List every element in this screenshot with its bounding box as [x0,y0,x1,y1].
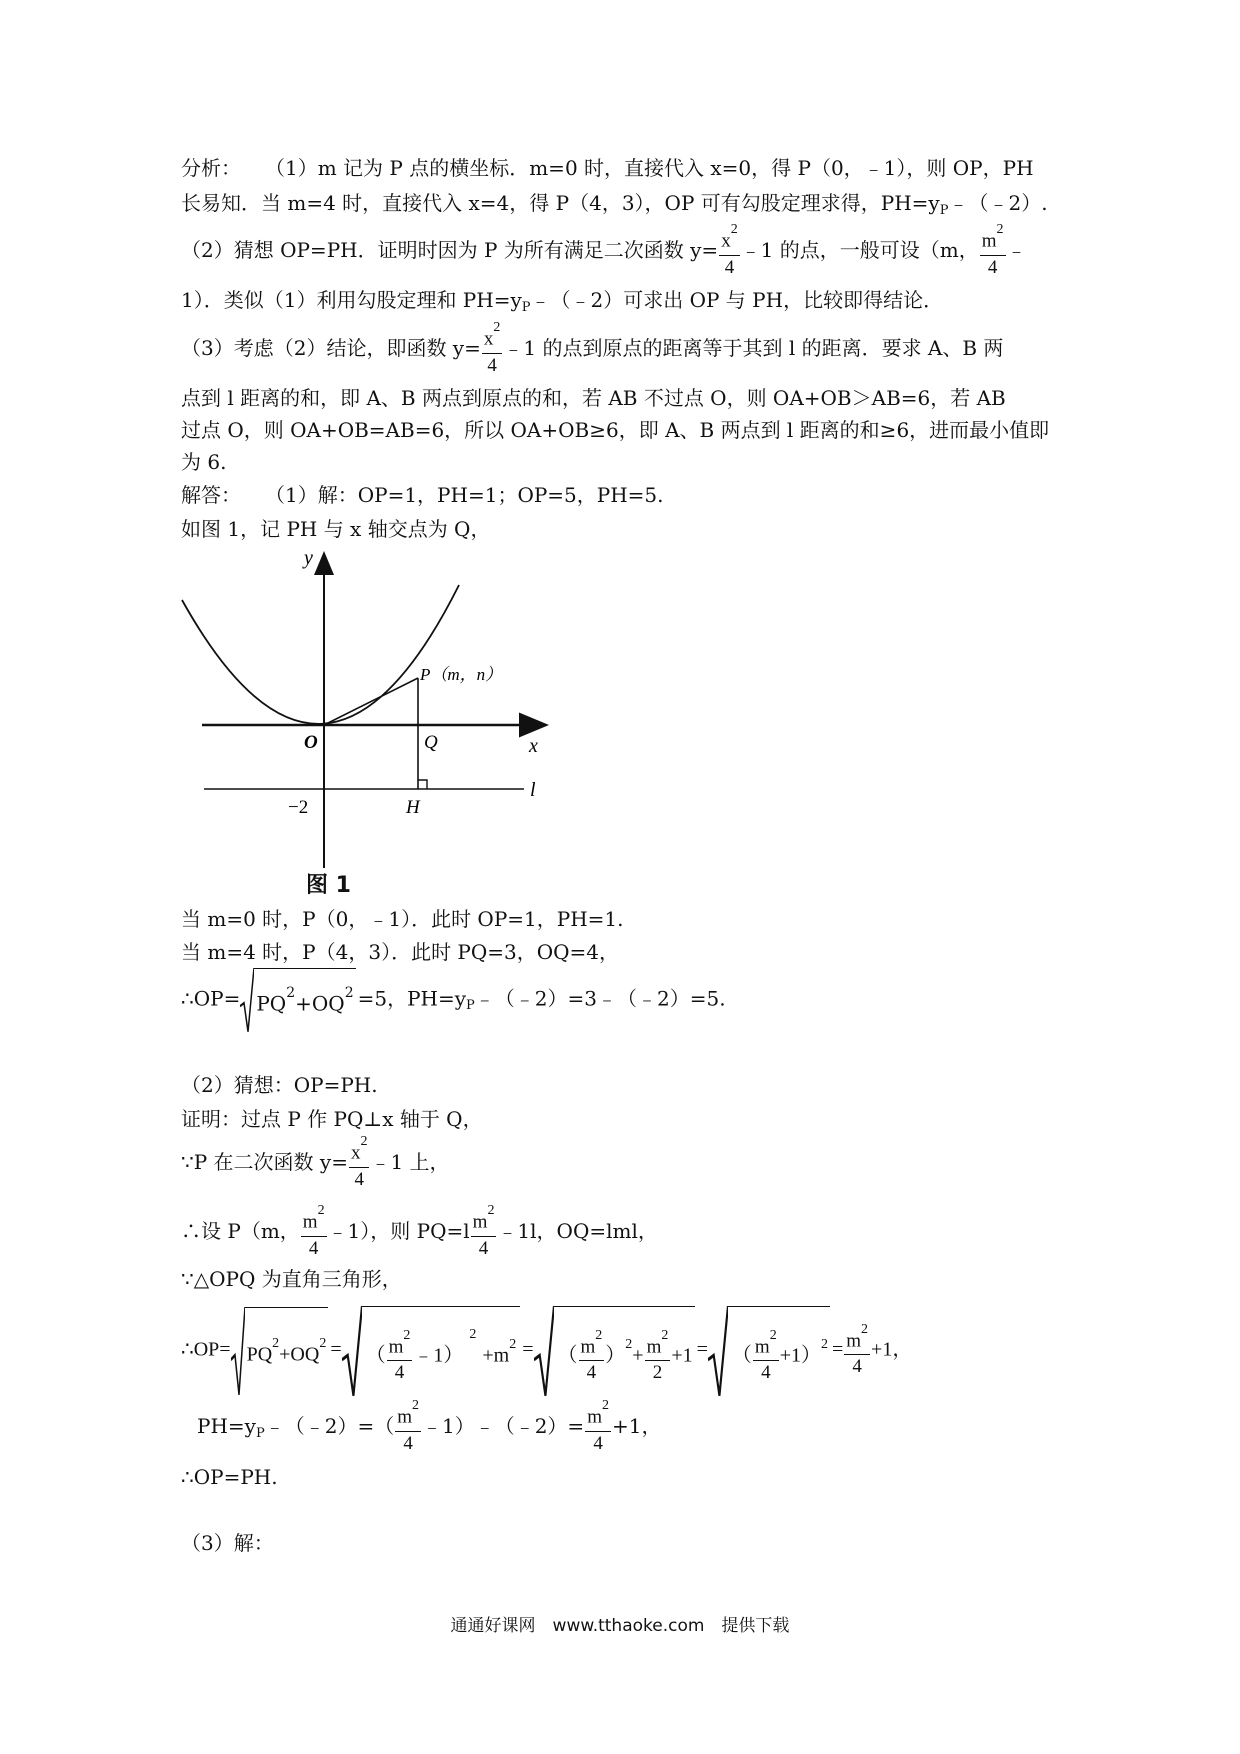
analysis-p1-b: 长易知．当 m=4 时，直接代入 x=4，得 P（4，3），OP 可有勾股定理求得，PH=y [181,191,940,215]
figure-caption: 图 1 [306,873,351,898]
after-figure-3: ∴OP= $PQ^2+OQ^2 =5$，$PH=y_P﹣(﹣2)=3﹣(﹣2)=5$. [181,968,726,1032]
analysis-label: 分析： [181,156,241,180]
proof-conclusion: ∴OP=PH. [181,1465,278,1489]
proof-line-5: ∴OP= $PQ^2+OQ^2$ = （ $\frac{m^2}{4}$ $﹣1)^2+m^2$ = （ $\frac{m^2}{4}$ ）$^2$+ $\frac{m^2}{2}$ +1 = （ $\frac{m^2}{4}$ +1）$^2$ = $\frac{m^2}{4}$ +1， [181,1306,912,1396]
label-neg2: −2 [288,797,309,818]
analysis-line-6: 点到 l 距离的和，即 A、B 两点到原点的和，若 AB 不过点 O，则 OA+OB＞AB=6，若 AB [181,386,1006,410]
analysis-p3-a2: ﹣1 的点到原点的距离等于其到 l 的距离．要求 A、B 两 [503,336,1004,360]
subscript-p: P [521,300,531,315]
segment-OP [324,678,418,725]
fraction-x2-over-4: $\frac{x^2}{4}$ [483,320,501,376]
page-footer: 通通好课网 www.tthaoke.com 提供下载 [450,1616,790,1636]
fraction-m2-over-4: $\frac{m^2}{4}$ [388,1327,411,1384]
analysis-p3-a1: （3）考虑（2）结论，即函数 y= [181,336,481,360]
label-P: P（m，n） [420,665,503,684]
analysis-p2-a1: （2）猜想 OP=PH．证明时因为 P 为所有满足二次函数 y= [181,238,719,262]
proof-line-1: 证明：过点 P 作 PQ⊥x 轴于 Q， [181,1107,483,1131]
answer-label: 解答： [181,483,241,507]
analysis-p2-a2: ﹣1 的点，一般可设（m， [740,238,979,262]
sqrt-expression-2: （ $\frac{m^2}{4}$ ）$^2$+ $\frac{m^2}{2}$ +1 [534,1306,695,1396]
right-angle-mark [418,780,427,789]
fraction-m2-over-4: $\frac{m^2}{4}$ [302,1203,325,1259]
label-x: x [529,735,538,757]
after-figure-2: 当 m=4 时，P（4，3）．此时 PQ=3，OQ=4， [181,940,620,964]
fraction-m2-over-4: $\frac{m^2}{4}$ [580,1327,603,1384]
analysis-line-2 [181,189,1048,221]
analysis-line-4 [181,286,943,318]
analysis-line-8: 为 6. [181,450,227,474]
sqrt-expression-1: （ $\frac{m^2}{4}$ $﹣1)^2+m^2$ [342,1306,521,1396]
answer-line-1 [181,481,664,509]
after-figure-1: 当 m=0 时，P（0，﹣1）．此时 OP=1，PH=1. [181,907,624,931]
sqrt-pq2-oq2: $PQ^2+OQ^2$ [240,968,355,1032]
analysis-p2-b-end: ﹣（﹣2）可求出 OP 与 PH，比较即得结论． [530,288,944,312]
sqrt-expression-3: （ $\frac{m^2}{4}$ +1）$^2$ [708,1306,830,1396]
analysis-p2-a3: ﹣ [1006,238,1027,262]
fraction-x2-over-4: $\frac{x^2}{4}$ [721,222,738,278]
fraction-m2-over-4: $\frac{m^2}{4}$ [472,1203,495,1259]
proof-line-3: ∴设 P（m， $\frac{m^2}{4}$ ﹣1），则 PQ=l $\frac{m^2}{4}$ ﹣1l，OQ=lml， [181,1203,658,1259]
label-O: O [304,732,318,753]
label-H: H [406,797,420,818]
analysis-line-3 [181,220,1027,280]
fraction-m2-over-4: $\frac{m^2}{4}$ [981,222,1004,278]
figure-intro: 如图 1，记 PH 与 x 轴交点为 Q， [181,517,491,541]
fraction-m2-over-4: $\frac{m^2}{4}$ [587,1398,609,1454]
fraction-x2-over-4: $\frac{x^2}{4}$ [350,1134,368,1190]
analysis-line-5 [181,318,1003,378]
fraction-m2-over-2: $\frac{m^2}{2}$ [646,1327,669,1384]
fraction-m2-over-4: $\frac{m^2}{4}$ [846,1321,869,1377]
part2-title: （2）猜想：OP=PH. [181,1073,378,1097]
part3-title: （3）解： [181,1531,274,1555]
subscript-p: P [939,203,949,218]
proof-line-6: $PH=y_P﹣(﹣2)=$（ $\frac{m^2}{4}$ ﹣1）﹣（﹣2）= $\frac{m^2}{4}$ +1， [197,1398,662,1454]
label-y: y [304,550,313,569]
fraction-m2-over-4: $\frac{m^2}{4}$ [754,1327,777,1384]
label-Q: Q [424,732,438,753]
analysis-line-1 [181,154,1034,182]
proof-line-4: ∵△OPQ 为直角三角形， [181,1267,402,1291]
sqrt-pq2-oq2: $PQ^2+OQ^2$ [231,1307,329,1395]
answer-a1: （1）解：OP=1，PH=1；OP=5，PH=5. [265,483,664,507]
analysis-p1-a: （1）m 记为 P 点的横坐标．m=0 时，直接代入 x=0，得 P（0，﹣1），则 OP，PH [265,156,1034,180]
analysis-p2-b: 1）．类似（1）利用勾股定理和 PH=y [181,288,522,312]
analysis-line-7: 过点 O，则 OA+OB=AB=6，所以 OA+OB≥6，即 A、B 两点到 l 距离的和≥6，进而最小值即 [181,418,1050,442]
figure-1 [172,550,552,870]
label-l: l [530,779,536,801]
fraction-m2-over-4: $\frac{m^2}{4}$ [397,1398,419,1454]
analysis-p1-b-end: ﹣（﹣2）. [948,191,1048,215]
proof-line-2: ∵P 在二次函数 y= $\frac{x^2}{4}$ ﹣1 上， [181,1134,450,1190]
